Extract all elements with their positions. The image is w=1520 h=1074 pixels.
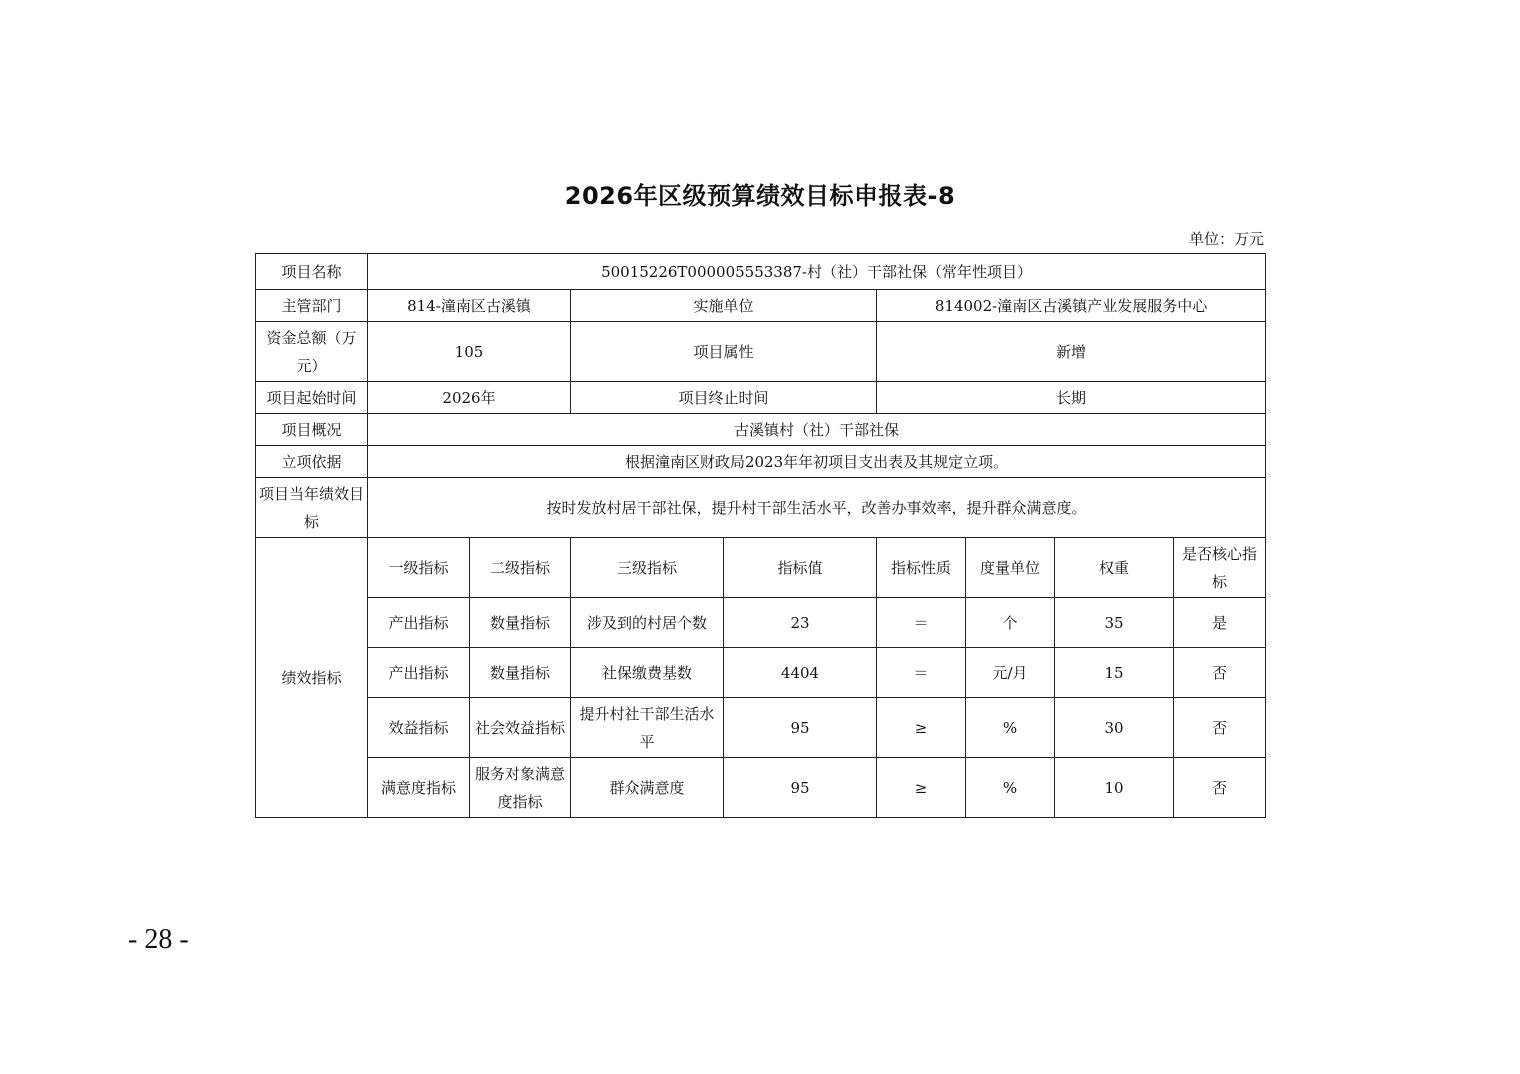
table-cell: 否	[1174, 698, 1266, 758]
header-cell: 二级指标	[470, 538, 571, 598]
start-label: 项目起始时间	[256, 382, 368, 414]
basis-label: 立项依据	[256, 446, 368, 478]
table-cell: ≥	[877, 698, 966, 758]
row-goal	[256, 478, 1266, 538]
table-cell: 满意度指标	[368, 758, 470, 818]
table-row	[256, 698, 1266, 758]
table-cell: 产出指标	[368, 598, 470, 648]
table-cell: 否	[1174, 758, 1266, 818]
table-cell: 元/月	[966, 648, 1055, 698]
basis-value: 根据潼南区财政局2023年年初项目支出表及其规定立项。	[368, 446, 1266, 478]
header-cell: 指标性质	[877, 538, 966, 598]
header-cell: 一级指标	[368, 538, 470, 598]
table-cell: 数量指标	[470, 648, 571, 698]
row-fund	[256, 322, 1266, 382]
dept-value: 814-潼南区古溪镇	[368, 290, 571, 322]
row-project-name	[256, 254, 1266, 290]
table-cell: %	[966, 698, 1055, 758]
end-label: 项目终止时间	[571, 382, 877, 414]
table-cell: %	[966, 758, 1055, 818]
row-overview	[256, 414, 1266, 446]
start-value: 2026年	[368, 382, 571, 414]
end-value: 长期	[877, 382, 1266, 414]
overview-value: 古溪镇村（社）干部社保	[368, 414, 1266, 446]
table-cell: 否	[1174, 648, 1266, 698]
table-cell: ≥	[877, 758, 966, 818]
table-cell: 23	[724, 598, 877, 648]
overview-label: 项目概况	[256, 414, 368, 446]
table-cell: 提升村社干部生活水平	[571, 698, 724, 758]
table-cell: ＝	[877, 598, 966, 648]
table-cell: ＝	[877, 648, 966, 698]
table-cell: 30	[1055, 698, 1174, 758]
row-department	[256, 290, 1266, 322]
impl-value: 814002-潼南区古溪镇产业发展服务中心	[877, 290, 1266, 322]
header-cell: 三级指标	[571, 538, 724, 598]
row-basis	[256, 446, 1266, 478]
goal-value: 按时发放村居干部社保，提升村干部生活水平，改善办事效率，提升群众满意度。	[368, 478, 1266, 538]
table-row	[256, 598, 1266, 648]
table-cell: 效益指标	[368, 698, 470, 758]
table-row	[256, 758, 1266, 818]
page-number: - 28 -	[128, 924, 189, 955]
budget-performance-table	[255, 253, 1266, 818]
table-cell: 95	[724, 758, 877, 818]
table-cell: 社保缴费基数	[571, 648, 724, 698]
page-title: 2026年区级预算绩效目标申报表-8	[564, 182, 956, 210]
table-cell: 15	[1055, 648, 1174, 698]
unit-label: 单位：万元	[1188, 230, 1264, 248]
attr-label: 项目属性	[571, 322, 877, 382]
table-cell: 是	[1174, 598, 1266, 648]
table-cell: 4404	[724, 648, 877, 698]
fund-value: 105	[368, 322, 571, 382]
table-cell: 涉及到的村居个数	[571, 598, 724, 648]
table-cell: 产出指标	[368, 648, 470, 698]
table-cell: 服务对象满意度指标	[470, 758, 571, 818]
impl-label: 实施单位	[571, 290, 877, 322]
table-cell: 数量指标	[470, 598, 571, 648]
table-cell: 95	[724, 698, 877, 758]
perf-header-row	[256, 538, 1266, 598]
table-row	[256, 648, 1266, 698]
dept-label: 主管部门	[256, 290, 368, 322]
table-cell: 10	[1055, 758, 1174, 818]
header-cell: 指标值	[724, 538, 877, 598]
table-cell: 个	[966, 598, 1055, 648]
table-cell: 社会效益指标	[470, 698, 571, 758]
project-name-label: 项目名称	[256, 254, 368, 290]
perf-label: 绩效指标	[256, 538, 368, 818]
project-name-value: 50015226T000005553387-村（社）干部社保（常年性项目）	[368, 254, 1266, 290]
fund-label: 资金总额（万元）	[256, 322, 368, 382]
header-cell: 度量单位	[966, 538, 1055, 598]
table-cell: 群众满意度	[571, 758, 724, 818]
attr-value: 新增	[877, 322, 1266, 382]
header-cell: 权重	[1055, 538, 1174, 598]
goal-label: 项目当年绩效目标	[256, 478, 368, 538]
header-cell: 是否核心指标	[1174, 538, 1266, 598]
table-cell: 35	[1055, 598, 1174, 648]
row-time	[256, 382, 1266, 414]
